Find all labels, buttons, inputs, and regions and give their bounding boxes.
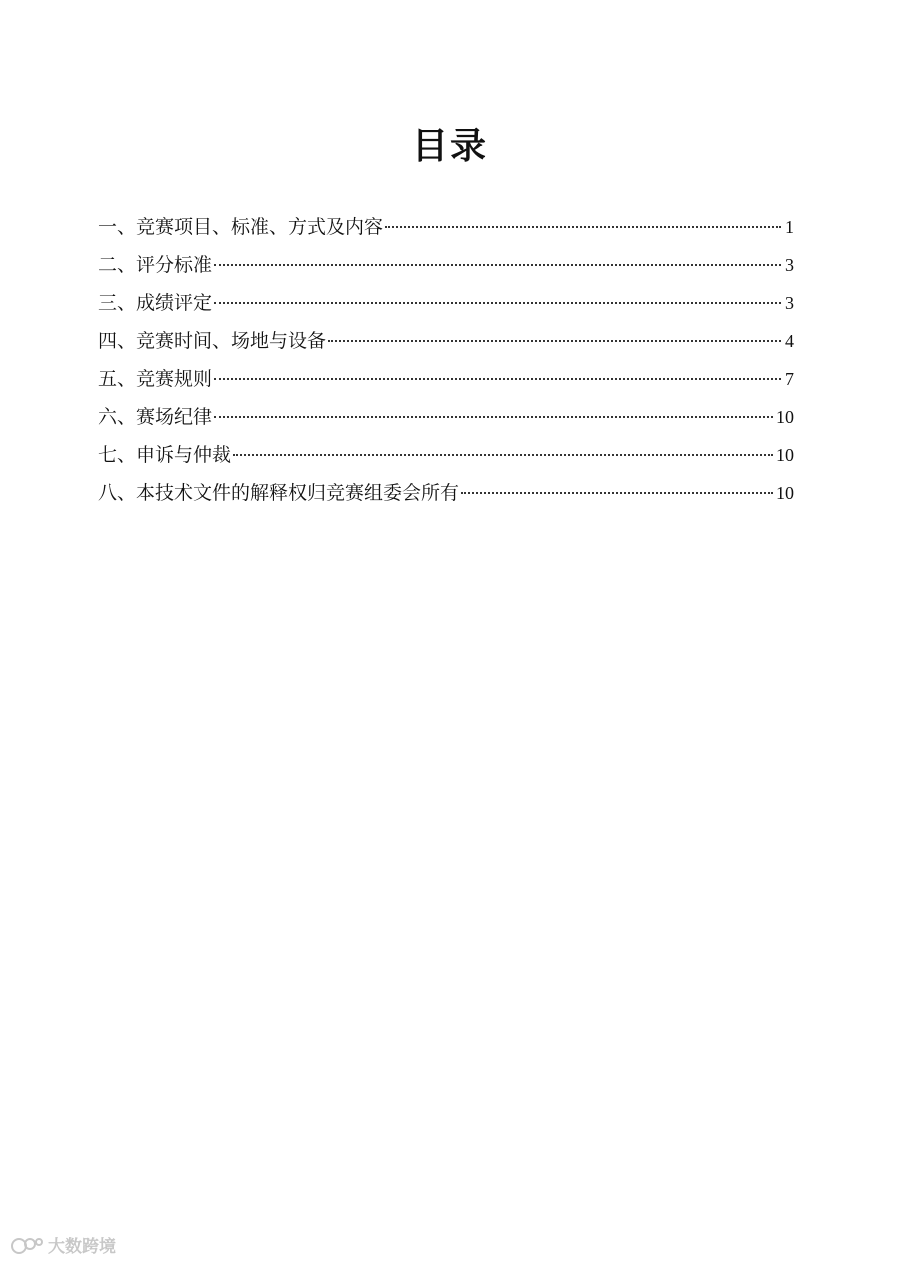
toc-page-number: 4 [785, 331, 794, 351]
toc-page-number: 10 [776, 445, 794, 465]
toc-page-number: 10 [776, 483, 794, 503]
toc-entry-label: 六、赛场纪律 [98, 406, 213, 428]
toc-page-number: 3 [785, 293, 794, 313]
toc-entry-label: 八、本技术文件的解释权归竞赛组委会所有 [98, 482, 460, 504]
toc-entry-label: 三、成绩评定 [98, 292, 213, 314]
table-of-contents [98, 208, 794, 512]
dot-leader [214, 415, 773, 418]
toc-page-number: 1 [785, 217, 794, 237]
toc-entry-5[interactable] [98, 360, 794, 398]
toc-entry-6[interactable] [98, 398, 794, 436]
dot-leader [461, 491, 773, 494]
toc-entry-label: 四、竞赛时间、场地与设备 [98, 330, 327, 352]
dot-leader [214, 263, 781, 266]
toc-page-number: 3 [785, 255, 794, 275]
watermark-logo [10, 1233, 128, 1259]
page-title: 目录 [411, 125, 488, 167]
toc-entry-1[interactable] [98, 208, 794, 246]
toc-entry-3[interactable] [98, 284, 794, 322]
toc-entry-label: 五、竞赛规则 [98, 368, 213, 390]
toc-page-number: 7 [785, 369, 794, 389]
dot-leader [385, 225, 781, 228]
toc-entry-7[interactable] [98, 436, 794, 474]
toc-entry-label: 七、申诉与仲裁 [98, 444, 232, 466]
dot-leader [214, 377, 781, 380]
toc-entry-label: 二、评分标准 [98, 254, 213, 276]
toc-entry-4[interactable] [98, 322, 794, 360]
watermark-text: 大数跨境 [48, 1237, 116, 1257]
toc-entry-8[interactable] [98, 474, 794, 512]
toc-entry-label: 一、竞赛项目、标准、方式及内容 [98, 216, 384, 238]
toc-entry-2[interactable] [98, 246, 794, 284]
dot-leader [328, 339, 781, 342]
watermark [10, 1233, 128, 1259]
dot-leader [214, 301, 781, 304]
toc-page-number: 10 [776, 407, 794, 427]
dot-leader [233, 453, 773, 456]
